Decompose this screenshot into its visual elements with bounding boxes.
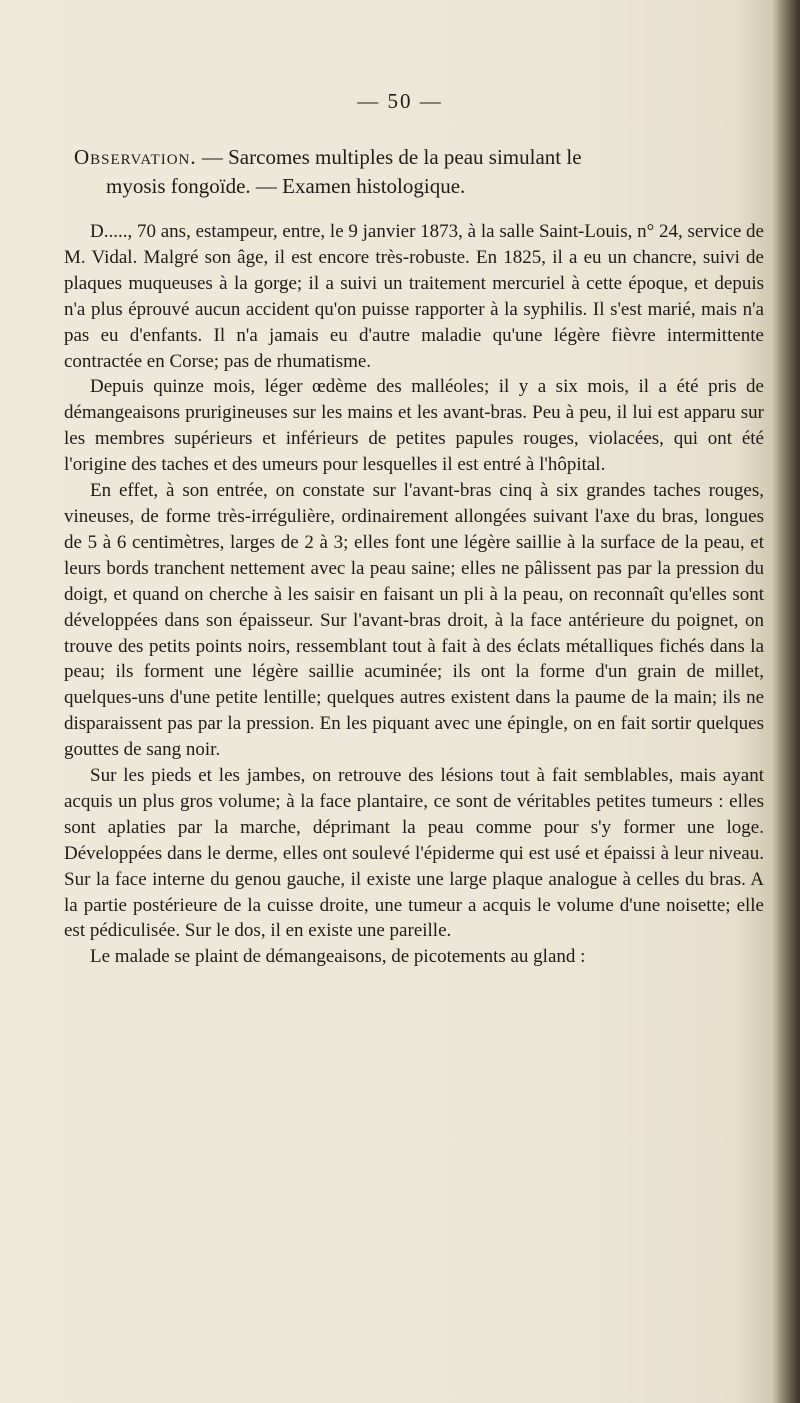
heading-title-line2: myosis fongoïde. — Examen histologique. xyxy=(106,174,466,198)
heading-title-line1: — Sarcomes multiples de la peau simulant le xyxy=(196,145,582,169)
body-text xyxy=(64,219,764,970)
paragraph: Le malade se plaint de démangeaisons, de picotements au gland : xyxy=(90,946,586,968)
paragraph: Sur les pieds et les jambes, on retrouve des lésions tout à fait semblables, mais ayant acquis un plus gros volume; à la face plantaire, ce sont de véritables petites tumeurs : elles sont aplaties par la marche, déprimant la peau comme pour s'y former une loge. Développées dans le derme, elles ont soulevé l'épiderme qui est usé et épaissi à leur niveau. Sur la face interne du genou gauche, il existe une large plaque analogue à celles du bras. A la partie postérieure de la cuisse droite, une tumeur a acquis le volume d'une noisette; elle est pédiculisée. Sur le dos, il en existe une pareille. xyxy=(64,765,764,942)
paragraph: Depuis quinze mois, léger œdème des malléoles; il y a six mois, il a été pris de démangeaisons prurigineuses sur les mains et les avant-bras. Peu à peu, il lui est apparu sur les membres supérieurs et inférieurs de petites papules rouges, violacées, qui ont été l'origine des taches et des umeurs pour lesquelles il est entré à l'hôpital. xyxy=(64,376,764,476)
observation-heading xyxy=(74,143,764,201)
page-number: — 50 — xyxy=(357,89,443,113)
heading-lead: Observation. xyxy=(74,145,197,169)
paragraph: En effet, à son entrée, on constate sur l'avant-bras cinq à six grandes taches rouges, vineuses, de forme très-irrégulière, ordinairement allongées suivant l'axe du bras, longues de 5 à 6 centimètres, larges de 2 à 3; elles font une légère saillie à la surface de la peau, et leurs bords tranchent nettement avec la peau saine; elles ne pâlissent pas par la pression du doigt, et quand on cherche à les saisir en faisant un pli à la peau, on reconnaît qu'elles sont développées dans son épaisseur. Sur l'avant-bras droit, à la face antérieure du poignet, on trouve des petits points noirs, ressemblant tout à fait à des éclats métalliques fichés dans la peau; ils forment une légère saillie acuminée; ils ont la forme d'un grain de millet, quelques-uns d'une petite lentille; quelques autres existent dans la paume de la main; ils ne disparaissent pas par la pression. En les piquant avec une épingle, on en fait sortir quelques gouttes de sang noir. xyxy=(64,480,764,761)
paragraph: D....., 70 ans, estampeur, entre, le 9 janvier 1873, à la salle Saint-Louis, n° 24, service de M. Vidal. Malgré son âge, il est encore très-robuste. En 1825, il a eu un chancre, suivi de plaques muqueuses à la gorge; il a suivi un traitement mercuriel à cette époque, et depuis n'a plus éprouvé aucun accident qu'on puisse rapporter à la syphilis. Il s'est marié, mais n'a pas eu d'enfants. Il n'a jamais eu d'autre maladie qu'une légère fièvre intermittente contractée en Corse; pas de rhumatisme. xyxy=(64,221,764,372)
book-spine-shadow xyxy=(772,0,800,1403)
